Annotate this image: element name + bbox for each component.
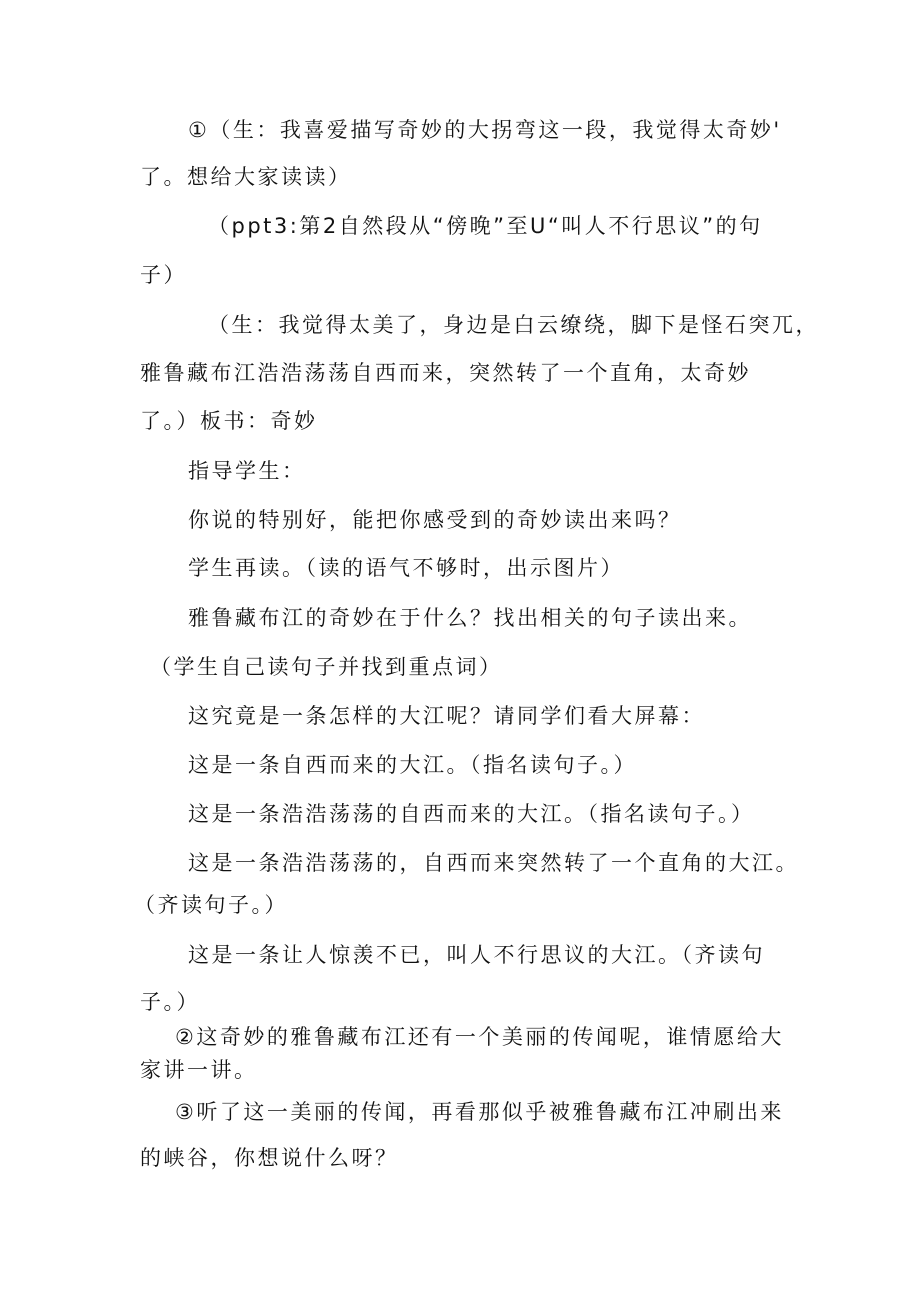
text-line: 这是一条浩浩荡荡的自西而来的大江。（指名读句子。） [188, 802, 755, 826]
text-line: 家讲一讲。 [140, 1058, 258, 1082]
text-line: 子） [140, 263, 187, 287]
text-line: 学生再读。（读的语气不够时，出示图片） [188, 556, 624, 580]
text-line: 了。）板书：奇妙 [140, 409, 318, 433]
text-line: 子。） [140, 990, 200, 1014]
text-line: 雅鲁藏布江浩浩荡荡自西而来，突然转了一个直角，太奇妙 [140, 361, 751, 385]
text-line: 这是一条让人惊羡不已，叫人不行思议的大江。（齐读句 [188, 943, 765, 967]
text-line: 这是一条自西而来的大江。（指名读句子。） [188, 753, 637, 777]
text-line: （ppt3:第2自然段从“傍晚”至U“叫人不行思议”的句 [208, 214, 763, 238]
text-line: ①（生：我喜爱描写奇妙的大拐弯这一段，我觉得太奇妙' [188, 118, 782, 142]
text-line: 了。想给大家读读） [140, 165, 352, 189]
text-line: 这是一条浩浩荡荡的，自西而来突然转了一个直角的大江。 [188, 851, 799, 875]
text-line: 这究竟是一条怎样的大江呢？请同学们看大屏幕： [188, 704, 705, 728]
text-line: （学生自己读句子并找到重点词） [150, 655, 503, 679]
text-line: 的峡谷，你想说什么呀？ [140, 1146, 399, 1170]
text-line: 你说的特别好，能把你感受到的奇妙读出来吗？ [188, 508, 682, 532]
text-line: ②这奇妙的雅鲁藏布江还有一个美丽的传闻呢，谁情愿给大 [175, 1025, 784, 1049]
text-line: 雅鲁藏布江的奇妙在于什么？找出相关的句子读出来。 [188, 606, 752, 630]
text-line: （齐读句子。） [134, 893, 288, 917]
text-line: ③听了这一美丽的传闻，再看那似乎被雅鲁藏布江冲刷出来 [175, 1100, 784, 1124]
text-line: （生：我觉得太美了，身边是白云缭绕，脚下是怪石突兀， [208, 313, 819, 337]
text-line: 指导学生： [188, 459, 306, 483]
